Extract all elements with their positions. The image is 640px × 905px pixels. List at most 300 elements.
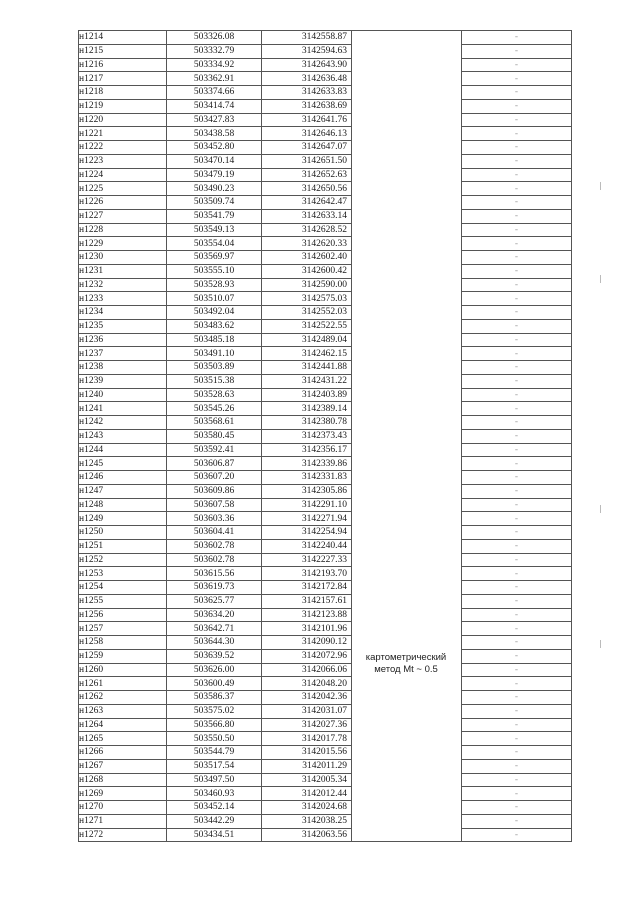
x-coordinate-cell: 503452.80 [167, 141, 262, 155]
accuracy-cell: - [462, 594, 572, 608]
accuracy-cell: - [462, 223, 572, 237]
table-row [79, 223, 572, 237]
accuracy-cell: - [462, 471, 572, 485]
x-coordinate-cell: 503509.74 [167, 196, 262, 210]
y-coordinate-cell: 3142005.34 [262, 773, 352, 787]
accuracy-cell: - [462, 154, 572, 168]
x-coordinate-cell: 503460.93 [167, 787, 262, 801]
point-id-cell: н1264 [79, 718, 167, 732]
scan-mark [600, 275, 601, 283]
point-id-cell: н1231 [79, 264, 167, 278]
accuracy-cell: - [462, 677, 572, 691]
x-coordinate-cell: 503479.19 [167, 168, 262, 182]
table-row [79, 457, 572, 471]
point-id-cell: н1271 [79, 814, 167, 828]
scan-mark [600, 640, 601, 648]
x-coordinate-cell: 503374.66 [167, 86, 262, 100]
table-row [79, 732, 572, 746]
y-coordinate-cell: 3142522.55 [262, 319, 352, 333]
x-coordinate-cell: 503554.04 [167, 237, 262, 251]
x-coordinate-cell: 503555.10 [167, 264, 262, 278]
x-coordinate-cell: 503332.79 [167, 44, 262, 58]
accuracy-cell: - [462, 801, 572, 815]
point-id-cell: н1232 [79, 278, 167, 292]
table-row [79, 814, 572, 828]
table-row [79, 264, 572, 278]
x-coordinate-cell: 503600.49 [167, 677, 262, 691]
y-coordinate-cell: 3142373.43 [262, 429, 352, 443]
accuracy-cell: - [462, 443, 572, 457]
point-id-cell: н1239 [79, 374, 167, 388]
y-coordinate-cell: 3142254.94 [262, 526, 352, 540]
accuracy-cell: - [462, 319, 572, 333]
table-row [79, 429, 572, 443]
x-coordinate-cell: 503517.54 [167, 759, 262, 773]
point-id-cell: н1224 [79, 168, 167, 182]
x-coordinate-cell: 503642.71 [167, 622, 262, 636]
accuracy-cell: - [462, 374, 572, 388]
table-row [79, 347, 572, 361]
point-id-cell: н1248 [79, 498, 167, 512]
table-row [79, 663, 572, 677]
table-row [79, 99, 572, 113]
table-row [79, 746, 572, 760]
point-id-cell: н1262 [79, 691, 167, 705]
x-coordinate-cell: 503452.14 [167, 801, 262, 815]
table-row [79, 361, 572, 375]
accuracy-cell: - [462, 581, 572, 595]
x-coordinate-cell: 503427.83 [167, 113, 262, 127]
accuracy-cell: - [462, 787, 572, 801]
point-id-cell: н1247 [79, 484, 167, 498]
point-id-cell: н1244 [79, 443, 167, 457]
table-row [79, 787, 572, 801]
x-coordinate-cell: 503434.51 [167, 828, 262, 842]
accuracy-cell: - [462, 429, 572, 443]
accuracy-cell: - [462, 773, 572, 787]
table-row [79, 154, 572, 168]
x-coordinate-cell: 503492.04 [167, 306, 262, 320]
accuracy-cell: - [462, 704, 572, 718]
point-id-cell: н1223 [79, 154, 167, 168]
x-coordinate-cell: 503602.78 [167, 553, 262, 567]
accuracy-cell: - [462, 251, 572, 265]
point-id-cell: н1235 [79, 319, 167, 333]
x-coordinate-cell: 503607.58 [167, 498, 262, 512]
accuracy-cell: - [462, 416, 572, 430]
point-id-cell: н1250 [79, 526, 167, 540]
point-id-cell: н1252 [79, 553, 167, 567]
table-row [79, 539, 572, 553]
y-coordinate-cell: 3142641.76 [262, 113, 352, 127]
accuracy-cell: - [462, 663, 572, 677]
accuracy-cell: - [462, 732, 572, 746]
y-coordinate-cell: 3142620.33 [262, 237, 352, 251]
y-coordinate-cell: 3142633.14 [262, 209, 352, 223]
point-id-cell: н1260 [79, 663, 167, 677]
point-id-cell: н1226 [79, 196, 167, 210]
x-coordinate-cell: 503644.30 [167, 636, 262, 650]
y-coordinate-cell: 3142101.96 [262, 622, 352, 636]
y-coordinate-cell: 3142066.06 [262, 663, 352, 677]
table-row [79, 553, 572, 567]
point-id-cell: н1254 [79, 581, 167, 595]
table-row [79, 292, 572, 306]
accuracy-cell: - [462, 141, 572, 155]
y-coordinate-cell: 3142590.00 [262, 278, 352, 292]
table-row [79, 512, 572, 526]
table-row [79, 484, 572, 498]
x-coordinate-cell: 503609.86 [167, 484, 262, 498]
point-id-cell: н1243 [79, 429, 167, 443]
y-coordinate-cell: 3142552.03 [262, 306, 352, 320]
accuracy-cell: - [462, 31, 572, 45]
y-coordinate-cell: 3142291.10 [262, 498, 352, 512]
y-coordinate-cell: 3142594.63 [262, 44, 352, 58]
point-id-cell: н1229 [79, 237, 167, 251]
table-row [79, 608, 572, 622]
y-coordinate-cell: 3142011.29 [262, 759, 352, 773]
y-coordinate-cell: 3142636.48 [262, 72, 352, 86]
x-coordinate-cell: 503580.45 [167, 429, 262, 443]
accuracy-cell: - [462, 292, 572, 306]
point-id-cell: н1227 [79, 209, 167, 223]
x-coordinate-cell: 503414.74 [167, 99, 262, 113]
x-coordinate-cell: 503485.18 [167, 333, 262, 347]
point-id-cell: н1228 [79, 223, 167, 237]
table-row [79, 704, 572, 718]
point-id-cell: н1258 [79, 636, 167, 650]
table-row [79, 306, 572, 320]
y-coordinate-cell: 3142462.15 [262, 347, 352, 361]
table-row [79, 319, 572, 333]
method-cell [352, 31, 462, 842]
y-coordinate-cell: 3142600.42 [262, 264, 352, 278]
accuracy-cell: - [462, 209, 572, 223]
table-row [79, 31, 572, 45]
x-coordinate-cell: 503575.02 [167, 704, 262, 718]
accuracy-cell: - [462, 237, 572, 251]
y-coordinate-cell: 3142048.20 [262, 677, 352, 691]
point-id-cell: н1220 [79, 113, 167, 127]
point-id-cell: н1242 [79, 416, 167, 430]
x-coordinate-cell: 503491.10 [167, 347, 262, 361]
table-row [79, 759, 572, 773]
accuracy-cell: - [462, 484, 572, 498]
method-note [351, 652, 461, 676]
point-id-cell: н1245 [79, 457, 167, 471]
x-coordinate-cell: 503586.37 [167, 691, 262, 705]
point-id-cell: н1272 [79, 828, 167, 842]
accuracy-cell: - [462, 347, 572, 361]
accuracy-cell: - [462, 649, 572, 663]
x-coordinate-cell: 503503.89 [167, 361, 262, 375]
x-coordinate-cell: 503568.61 [167, 416, 262, 430]
point-id-cell: н1265 [79, 732, 167, 746]
accuracy-cell: - [462, 278, 572, 292]
x-coordinate-cell: 503606.87 [167, 457, 262, 471]
x-coordinate-cell: 503362.91 [167, 72, 262, 86]
point-id-cell: н1256 [79, 608, 167, 622]
point-id-cell: н1233 [79, 292, 167, 306]
accuracy-cell: - [462, 718, 572, 732]
y-coordinate-cell: 3142172.84 [262, 581, 352, 595]
accuracy-cell: - [462, 168, 572, 182]
y-coordinate-cell: 3142575.03 [262, 292, 352, 306]
y-coordinate-cell: 3142356.17 [262, 443, 352, 457]
point-id-cell: н1218 [79, 86, 167, 100]
table-row [79, 127, 572, 141]
accuracy-cell: - [462, 691, 572, 705]
accuracy-cell: - [462, 44, 572, 58]
table-row [79, 58, 572, 72]
accuracy-cell: - [462, 182, 572, 196]
point-id-cell: н1230 [79, 251, 167, 265]
point-id-cell: н1237 [79, 347, 167, 361]
point-id-cell: н1259 [79, 649, 167, 663]
point-id-cell: н1268 [79, 773, 167, 787]
point-id-cell: н1255 [79, 594, 167, 608]
table-row [79, 86, 572, 100]
y-coordinate-cell: 3142650.56 [262, 182, 352, 196]
y-coordinate-cell: 3142090.12 [262, 636, 352, 650]
y-coordinate-cell: 3142558.87 [262, 31, 352, 45]
y-coordinate-cell: 3142643.90 [262, 58, 352, 72]
y-coordinate-cell: 3142389.14 [262, 402, 352, 416]
table-row [79, 718, 572, 732]
x-coordinate-cell: 503528.63 [167, 388, 262, 402]
table-row [79, 44, 572, 58]
accuracy-cell: - [462, 539, 572, 553]
y-coordinate-cell: 3142017.78 [262, 732, 352, 746]
table-row [79, 443, 572, 457]
table-row [79, 691, 572, 705]
point-id-cell: н1234 [79, 306, 167, 320]
coordinate-sheet [78, 30, 571, 871]
accuracy-cell: - [462, 622, 572, 636]
table-row [79, 196, 572, 210]
y-coordinate-cell: 3142380.78 [262, 416, 352, 430]
y-coordinate-cell: 3142072.96 [262, 649, 352, 663]
y-coordinate-cell: 3142646.13 [262, 127, 352, 141]
x-coordinate-cell: 503615.56 [167, 567, 262, 581]
x-coordinate-cell: 503442.29 [167, 814, 262, 828]
coordinates-table-body [79, 31, 572, 842]
x-coordinate-cell: 503592.41 [167, 443, 262, 457]
y-coordinate-cell: 3142441.88 [262, 361, 352, 375]
accuracy-cell: - [462, 99, 572, 113]
accuracy-cell: - [462, 567, 572, 581]
y-coordinate-cell: 3142027.36 [262, 718, 352, 732]
table-row [79, 388, 572, 402]
table-row [79, 526, 572, 540]
point-id-cell: н1267 [79, 759, 167, 773]
y-coordinate-cell: 3142642.47 [262, 196, 352, 210]
point-id-cell: н1219 [79, 99, 167, 113]
point-id-cell: н1238 [79, 361, 167, 375]
table-row [79, 278, 572, 292]
table-row [79, 828, 572, 842]
y-coordinate-cell: 3142633.83 [262, 86, 352, 100]
point-id-cell: н1217 [79, 72, 167, 86]
table-row [79, 141, 572, 155]
y-coordinate-cell: 3142628.52 [262, 223, 352, 237]
y-coordinate-cell: 3142651.50 [262, 154, 352, 168]
x-coordinate-cell: 503604.41 [167, 526, 262, 540]
x-coordinate-cell: 503550.50 [167, 732, 262, 746]
x-coordinate-cell: 503634.20 [167, 608, 262, 622]
point-id-cell: н1249 [79, 512, 167, 526]
accuracy-cell: - [462, 306, 572, 320]
point-id-cell: н1225 [79, 182, 167, 196]
x-coordinate-cell: 503607.20 [167, 471, 262, 485]
table-row [79, 636, 572, 650]
table-row [79, 168, 572, 182]
y-coordinate-cell: 3142227.33 [262, 553, 352, 567]
table-row [79, 801, 572, 815]
x-coordinate-cell: 503528.93 [167, 278, 262, 292]
point-id-cell: н1222 [79, 141, 167, 155]
x-coordinate-cell: 503544.79 [167, 746, 262, 760]
y-coordinate-cell: 3142489.04 [262, 333, 352, 347]
table-row [79, 594, 572, 608]
table-row [79, 113, 572, 127]
x-coordinate-cell: 503497.50 [167, 773, 262, 787]
x-coordinate-cell: 503625.77 [167, 594, 262, 608]
table-row [79, 251, 572, 265]
y-coordinate-cell: 3142042.36 [262, 691, 352, 705]
accuracy-cell: - [462, 828, 572, 842]
x-coordinate-cell: 503639.52 [167, 649, 262, 663]
table-row [79, 567, 572, 581]
accuracy-cell: - [462, 608, 572, 622]
table-row [79, 773, 572, 787]
accuracy-cell: - [462, 86, 572, 100]
point-id-cell: н1216 [79, 58, 167, 72]
x-coordinate-cell: 503619.73 [167, 581, 262, 595]
accuracy-cell: - [462, 457, 572, 471]
point-id-cell: н1269 [79, 787, 167, 801]
table-row [79, 402, 572, 416]
y-coordinate-cell: 3142193.70 [262, 567, 352, 581]
point-id-cell: н1221 [79, 127, 167, 141]
y-coordinate-cell: 3142638.69 [262, 99, 352, 113]
point-id-cell: н1257 [79, 622, 167, 636]
point-id-cell: н1253 [79, 567, 167, 581]
accuracy-cell: - [462, 264, 572, 278]
y-coordinate-cell: 3142652.63 [262, 168, 352, 182]
y-coordinate-cell: 3142602.40 [262, 251, 352, 265]
y-coordinate-cell: 3142271.94 [262, 512, 352, 526]
y-coordinate-cell: 3142031.07 [262, 704, 352, 718]
y-coordinate-cell: 3142403.89 [262, 388, 352, 402]
x-coordinate-cell: 503334.92 [167, 58, 262, 72]
point-id-cell: н1241 [79, 402, 167, 416]
table-row [79, 498, 572, 512]
point-id-cell: н1214 [79, 31, 167, 45]
y-coordinate-cell: 3142331.83 [262, 471, 352, 485]
accuracy-cell: - [462, 361, 572, 375]
x-coordinate-cell: 503470.14 [167, 154, 262, 168]
y-coordinate-cell: 3142339.86 [262, 457, 352, 471]
point-id-cell: н1261 [79, 677, 167, 691]
x-coordinate-cell: 503549.13 [167, 223, 262, 237]
method-line-1: картометрический [365, 652, 447, 663]
coordinates-table [78, 30, 572, 842]
y-coordinate-cell: 3142015.56 [262, 746, 352, 760]
table-row [79, 72, 572, 86]
scan-mark [600, 505, 601, 513]
point-id-cell: н1266 [79, 746, 167, 760]
y-coordinate-cell: 3142024.68 [262, 801, 352, 815]
x-coordinate-cell: 503603.36 [167, 512, 262, 526]
table-row [79, 182, 572, 196]
x-coordinate-cell: 503438.58 [167, 127, 262, 141]
table-row [79, 374, 572, 388]
point-id-cell: н1236 [79, 333, 167, 347]
point-id-cell: н1246 [79, 471, 167, 485]
accuracy-cell: - [462, 526, 572, 540]
x-coordinate-cell: 503569.97 [167, 251, 262, 265]
table-row [79, 333, 572, 347]
table-row [79, 677, 572, 691]
accuracy-cell: - [462, 498, 572, 512]
y-coordinate-cell: 3142157.61 [262, 594, 352, 608]
accuracy-cell: - [462, 814, 572, 828]
x-coordinate-cell: 503602.78 [167, 539, 262, 553]
accuracy-cell: - [462, 72, 572, 86]
x-coordinate-cell: 503515.38 [167, 374, 262, 388]
accuracy-cell: - [462, 127, 572, 141]
x-coordinate-cell: 503326.08 [167, 31, 262, 45]
x-coordinate-cell: 503483.62 [167, 319, 262, 333]
accuracy-cell: - [462, 113, 572, 127]
point-id-cell: н1251 [79, 539, 167, 553]
table-row [79, 237, 572, 251]
accuracy-cell: - [462, 402, 572, 416]
y-coordinate-cell: 3142123.88 [262, 608, 352, 622]
y-coordinate-cell: 3142012.44 [262, 787, 352, 801]
y-coordinate-cell: 3142647.07 [262, 141, 352, 155]
method-line-2: метод Mt ~ 0.5 [374, 664, 438, 675]
table-row [79, 209, 572, 223]
accuracy-cell: - [462, 636, 572, 650]
point-id-cell: н1215 [79, 44, 167, 58]
table-row [79, 416, 572, 430]
accuracy-cell: - [462, 759, 572, 773]
x-coordinate-cell: 503626.00 [167, 663, 262, 677]
accuracy-cell: - [462, 388, 572, 402]
accuracy-cell: - [462, 333, 572, 347]
y-coordinate-cell: 3142038.25 [262, 814, 352, 828]
y-coordinate-cell: 3142063.56 [262, 828, 352, 842]
x-coordinate-cell: 503510.07 [167, 292, 262, 306]
x-coordinate-cell: 503566.80 [167, 718, 262, 732]
scan-mark [600, 182, 601, 190]
x-coordinate-cell: 503490.23 [167, 182, 262, 196]
point-id-cell: н1270 [79, 801, 167, 815]
point-id-cell: н1263 [79, 704, 167, 718]
accuracy-cell: - [462, 58, 572, 72]
point-id-cell: н1240 [79, 388, 167, 402]
table-row [79, 622, 572, 636]
x-coordinate-cell: 503545.26 [167, 402, 262, 416]
accuracy-cell: - [462, 512, 572, 526]
y-coordinate-cell: 3142240.44 [262, 539, 352, 553]
accuracy-cell: - [462, 553, 572, 567]
accuracy-cell: - [462, 746, 572, 760]
y-coordinate-cell: 3142431.22 [262, 374, 352, 388]
